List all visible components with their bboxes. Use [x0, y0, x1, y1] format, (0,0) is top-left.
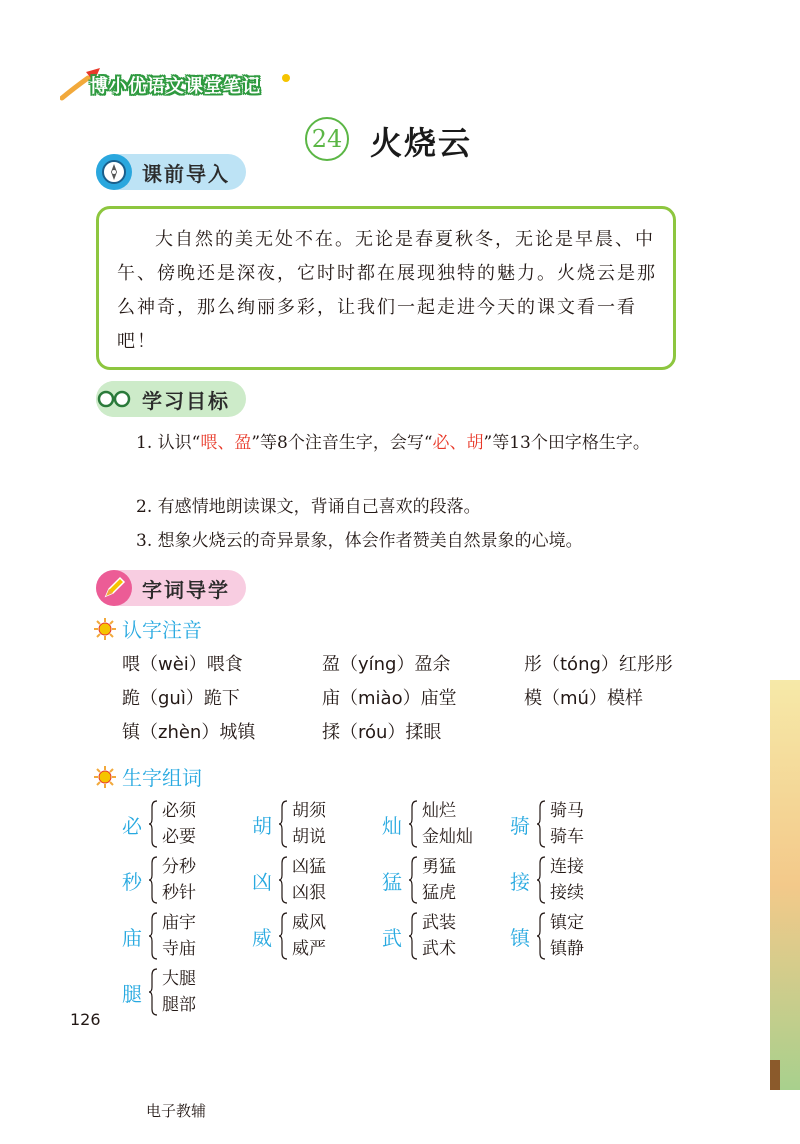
pinyin-item: 镇（zhèn）城镇: [122, 722, 256, 743]
word-group: [382, 796, 473, 852]
brace-icon: [536, 799, 546, 849]
subheader-label: 生字组词: [122, 766, 202, 790]
word-item: 庙宇: [162, 913, 196, 933]
word-list: [550, 910, 584, 962]
brace-icon: [408, 911, 418, 961]
word-group: [122, 964, 196, 1020]
pinyin-item: 喂（wèi）喂食: [122, 654, 243, 675]
word-list: [162, 854, 196, 906]
word-group-char: 威: [252, 925, 272, 950]
goal-text: 1. 认识“: [136, 433, 201, 453]
brace-icon: [536, 911, 546, 961]
intro-box: [96, 206, 676, 370]
sun-icon: [94, 618, 116, 640]
word-item: 金灿灿: [422, 827, 473, 847]
brace-icon: [278, 799, 288, 849]
word-item: 骑车: [550, 827, 584, 847]
word-group: [510, 796, 584, 852]
page-number: 126: [70, 1010, 101, 1029]
word-list: [292, 854, 326, 906]
word-item: 连接: [550, 857, 584, 877]
brace-icon: [278, 855, 288, 905]
word-list: [292, 910, 326, 962]
word-item: 武术: [422, 939, 456, 959]
section-header-label: 课前导入: [142, 161, 230, 186]
glasses-icon: [96, 381, 132, 417]
pinyin-item: 揉（róu）揉眼: [322, 722, 442, 743]
section-header-label: 学习目标: [142, 388, 230, 413]
word-item: 威严: [292, 939, 326, 959]
word-item: 腿部: [162, 995, 196, 1015]
goal-item: 2. 有感情地朗读课文，背诵自己喜欢的段落。: [136, 497, 481, 517]
section-header-label: 字词导学: [142, 577, 230, 602]
word-item: 分秒: [162, 857, 196, 877]
goal-text: ”等8个注音生字，会写“: [251, 433, 433, 453]
goal-highlight: 必、胡: [432, 433, 484, 453]
word-group: [122, 908, 196, 964]
pencil-icon: [96, 570, 132, 606]
brace-icon: [148, 911, 158, 961]
word-item: 寺庙: [162, 939, 196, 959]
word-group: [510, 908, 584, 964]
word-group-char: 武: [382, 925, 402, 950]
word-group-char: 接: [510, 869, 530, 894]
intro-text: 大自然的美无处不在。无论是春夏秋冬，无论是早晨、中午、傍晚还是深夜，它时时都在展现独特的魅力。火烧云是那么神奇，那么绚丽多彩，让我们一起走进今天的课文看一看吧！: [117, 229, 657, 352]
word-group: [122, 852, 196, 908]
pinyin-item: 盈（yíng）盈余: [322, 654, 451, 675]
word-group-char: 镇: [510, 925, 530, 950]
compass-icon: [96, 154, 132, 190]
word-item: 猛虎: [422, 883, 456, 903]
goal-text: ”等13个田字格生字。: [483, 433, 650, 453]
word-group-char: 骑: [510, 813, 530, 838]
sun-icon: [94, 766, 116, 788]
word-list: [292, 798, 326, 850]
lesson-number-badge: 24: [305, 117, 349, 161]
word-item: 必要: [162, 827, 196, 847]
word-item: 镇定: [550, 913, 584, 933]
brace-icon: [278, 911, 288, 961]
subheader-words: [94, 762, 202, 791]
section-header-vocab: [96, 570, 246, 606]
word-list: [422, 910, 456, 962]
word-list: [550, 798, 584, 850]
word-group: [252, 852, 326, 908]
pinyin-item: 彤（tóng）红彤彤: [524, 654, 673, 675]
word-list: [162, 966, 196, 1018]
word-item: 凶狠: [292, 883, 326, 903]
word-list: [422, 798, 473, 850]
brace-icon: [148, 855, 158, 905]
word-item: 胡须: [292, 801, 326, 821]
subheader-pinyin: [94, 614, 202, 643]
word-group-char: 必: [122, 813, 142, 838]
brace-icon: [536, 855, 546, 905]
word-item: 秒针: [162, 883, 196, 903]
word-group: [382, 852, 456, 908]
word-item: 威风: [292, 913, 326, 933]
word-list: [422, 854, 456, 906]
section-header-intro: [96, 154, 246, 190]
pinyin-item: 庙（miào）庙堂: [322, 688, 457, 709]
brand-logo: [60, 68, 300, 108]
footer-label: 电子教辅: [146, 1102, 207, 1120]
goal-item: 3. 想象火烧云的奇异景象，体会作者赞美自然景象的心境。: [136, 531, 583, 551]
word-item: 接续: [550, 883, 584, 903]
pinyin-item: 跪（guì）跪下: [122, 688, 240, 709]
word-group-char: 腿: [122, 981, 142, 1006]
word-item: 必须: [162, 801, 196, 821]
word-item: 灿烂: [422, 801, 456, 821]
word-item: 武装: [422, 913, 456, 933]
word-group: [252, 796, 326, 852]
word-list: [162, 910, 196, 962]
page-edge-illustration: [770, 680, 800, 1090]
word-item: 骑马: [550, 801, 584, 821]
word-group: [122, 796, 196, 852]
word-group: [510, 852, 584, 908]
word-group-char: 灿: [382, 813, 402, 838]
word-item: 勇猛: [422, 857, 456, 877]
word-list: [550, 854, 584, 906]
brace-icon: [148, 799, 158, 849]
word-group-char: 胡: [252, 813, 272, 838]
brace-icon: [408, 799, 418, 849]
brace-icon: [408, 855, 418, 905]
word-group-char: 庙: [122, 925, 142, 950]
pinyin-item: 模（mú）模样: [524, 688, 643, 709]
brace-icon: [148, 967, 158, 1017]
word-group: [382, 908, 456, 964]
word-list: [162, 798, 196, 850]
subheader-label: 认字注音: [122, 618, 202, 642]
word-group-char: 凶: [252, 869, 272, 894]
word-group-char: 秒: [122, 869, 142, 894]
section-header-goals: [96, 381, 246, 417]
brand-label: 博小优语文课堂笔记: [90, 76, 261, 97]
lesson-title: 火烧云: [370, 124, 473, 162]
goal-highlight: 喂、盈: [200, 433, 252, 453]
word-item: 大腿: [162, 969, 196, 989]
word-item: 胡说: [292, 827, 326, 847]
word-item: 凶猛: [292, 857, 326, 877]
word-group: [252, 908, 326, 964]
goal-item: [120, 428, 690, 458]
word-item: 镇静: [550, 939, 584, 959]
word-group-char: 猛: [382, 869, 402, 894]
